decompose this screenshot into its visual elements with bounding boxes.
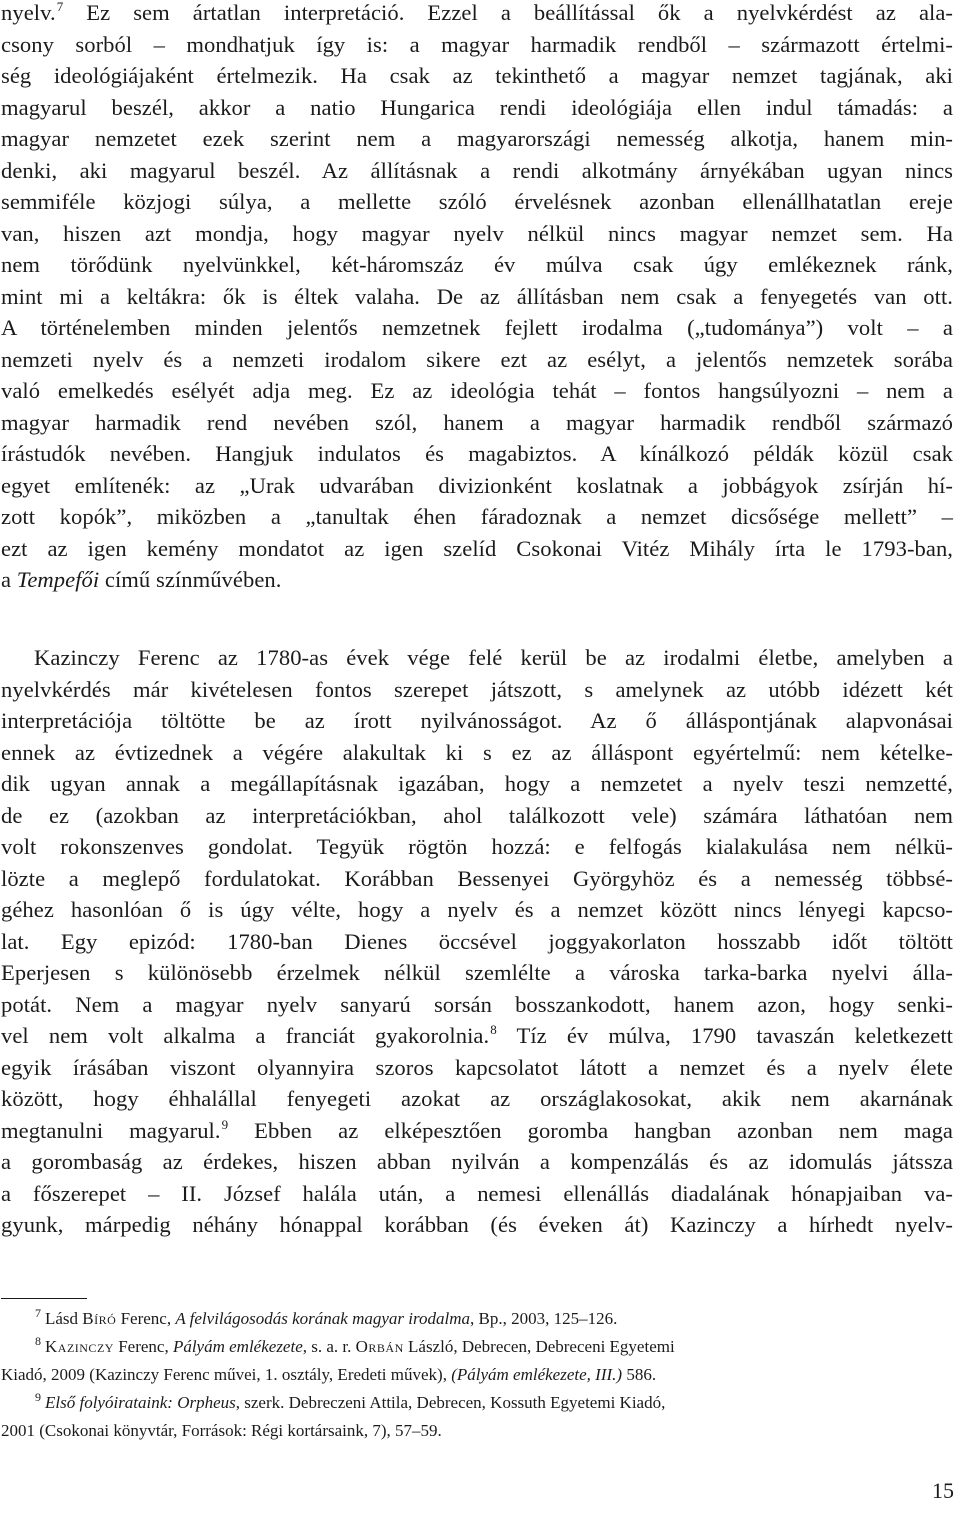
text-line: a Tempefői című színművében. xyxy=(1,567,282,592)
footnote-8: $^8$ Kazinczy Ferenc, Pályám emlékezete, s. a. r. Orbán László, Debrecen, Debreceni Egyetemi xyxy=(35,1334,675,1356)
book-title: Első folyóirataink: Orpheus xyxy=(45,1393,236,1412)
text-line: nyelv.$^7$ Ez sem ártatlan interpretáció. Ezzel a beállítással ők a nyelvkérdést az ala- xyxy=(1,0,953,25)
text-line: Kazinczy Ferenc az 1780-as évek vége felé kerül be az irodalmi életbe, amelyben a xyxy=(34,645,953,670)
text-line: való emelkedés esélyét adja meg. Ez az ideológia tehát – fontos hangsúlyozni – nem a xyxy=(1,378,953,403)
footnote-ref-8[interactable]: 8 xyxy=(490,1022,497,1037)
text-line: nem törődünk nyelvünkkel, két-háromszáz év múlva csak úgy emlékeznek ránk, xyxy=(1,252,953,277)
footnote-ref-9[interactable]: 9 xyxy=(221,1116,229,1132)
text-line: lat. Egy epizód: 1780-ban Dienes öccsével joggyakorlaton hosszabb időt töltött xyxy=(1,928,953,954)
text-line: magyarul beszél, akkor a natio Hungarica rendi ideológiája ellen indul támadás: a xyxy=(1,94,953,120)
book-title: (Pályám emlékezete, III.) xyxy=(451,1365,623,1384)
text-line: megtanulni magyarul.$^9$ Ebben az elképesztően goromba hangban azonban nem maga xyxy=(1,1116,953,1143)
text-line: potát. Nem a magyar nyelv sanyarú sorsán bosszankodott, hanem azon, hogy senki- xyxy=(1,991,953,1017)
text-line: egyik írásában viszont olyannyira szoros kapcsolatot látott a nemzet és a nyelv élete xyxy=(1,1054,953,1080)
author-name: Bíró xyxy=(82,1309,117,1328)
editor-name: Orbán xyxy=(355,1337,404,1356)
text-line: denki, aki magyarul beszél. Az állításnak a rendi alkotmány árnyékában ugyan nincs xyxy=(1,157,953,183)
text-line: magyar nemzetet ezek szerint nem a magyarországi nemesség alkotja, hanem min- xyxy=(1,126,953,151)
text-line: interpretációja töltötte be az írott nyilvánosságot. Az ő álláspontjának alapvonásai xyxy=(1,708,953,733)
text-line: géhez hasonlóan ő is úgy vélte, hogy a nyelv és a nemzet között nincs lényegi kapcso- xyxy=(1,897,953,922)
paragraph-2 xyxy=(1,642,953,1241)
book-title: A felvilágosodás korának magyar irodalma xyxy=(175,1309,470,1328)
work-title: Tempefői xyxy=(16,567,100,592)
text-line: semmiféle közjogi súlya, a mellette szóló érvelésnek azonban ellenállhatatlan ereje xyxy=(1,189,953,214)
footnote-7: $^7$ Lásd Bíró Ferenc, A felvilágosodás korának magyar irodalma, Bp., 2003, 125–126. xyxy=(35,1306,618,1328)
page-number: 15 xyxy=(932,1478,954,1503)
text-line: nemzeti nyelv és a nemzeti irodalom sikere ezt az esélyt, a jelentős nemzetek sorába xyxy=(1,346,953,372)
text-line: között, hogy éhhalállal fenyegeti azokat az országlakosokat, akik nem akarnának xyxy=(1,1086,953,1111)
text-line: ség ideológiájaként értelmezik. Ha csak az tekinthető a magyar nemzet tagjának, aki xyxy=(1,63,953,88)
text-line: Eperjesen s különösebb érzelmek nélkül szemlélte a városka tarka-barka nyelvi álla- xyxy=(1,960,953,985)
text-line: lözte a meglepő fordulatokat. Korábban Bessenyei Györgyhöz és a nemesség többsé- xyxy=(1,865,953,891)
footnote-9: $^9$ Első folyóirataink: Orpheus, szerk. Debreczeni Attila, Debrecen, Kossuth Egyetemi Kiadó, xyxy=(35,1390,666,1412)
footnote-8-continued: Kiadó, 2009 (Kazinczy Ferenc művei, 1. osztály, Eredeti művek), (Pályám emlékezete, III.) 586. xyxy=(1,1365,657,1384)
text-line: zott kopók”, miközben a „tanultak éhen fáradoznak a nemzet dicsősége mellett” – xyxy=(1,504,953,529)
text-line: van, hiszen azt mondja, hogy magyar nyelv nélkül nincs magyar nemzet sem. Ha xyxy=(1,220,953,246)
text-line: ennek az évtizednek a végére alakultak ki s ez az álláspont egyértelmű: nem kételke- xyxy=(1,739,953,765)
text-line: ezt az igen kemény mondatot az igen szelíd Csokonai Vitéz Mihály írta le 1793-ban, xyxy=(1,535,953,561)
footnote-9-continued: 2001 (Csokonai könyvtár, Források: Régi kortársaink, 7), 57–59. xyxy=(1,1421,442,1440)
text-line: a gorombaság az érdekes, hiszen abban nyilván a kompenzálás és az idomulás játssza xyxy=(1,1149,953,1174)
paragraph-1 xyxy=(1,0,953,596)
footnote-ref-7[interactable]: 7 xyxy=(56,0,64,14)
text-line: magyar harmadik rend nevében szól, hanem a magyar harmadik rendből származó xyxy=(1,409,953,435)
text-line: vel nem volt alkalma a franciát gyakorolnia.$^8$ Tíz év múlva, 1790 tavaszán keletkezett xyxy=(1,1022,954,1048)
footnote-divider xyxy=(1,1298,87,1299)
footnotes xyxy=(1,1305,953,1445)
book-title: Pályám emlékezete xyxy=(172,1337,303,1356)
text-line: mint mi a keltákra: ők is éltek valaha. De az állításban nem csak a fenyegetés van ott. xyxy=(1,283,953,309)
text-line: írástudók nevében. Hangjuk indulatos és magabiztos. A kínálkozó példák közül csak xyxy=(1,441,953,466)
text-line: nyelvkérdés már kivételesen fontos szerepet játszott, s amelynek az utóbb idézett két xyxy=(1,676,953,702)
text-line: a főszerepet – II. József halála után, a nemesi ellenállás diadalának hónapjaiban va- xyxy=(1,1180,953,1206)
text-line: volt rokonszenves gondolat. Tegyük rögtön hozzá: e felfogás kialakulása nem nélkü- xyxy=(1,834,953,859)
text-line: csony sorból – mondhatjuk így is: a magyar harmadik rendből – származott értelmi- xyxy=(1,31,953,57)
text-line: gyunk, márpedig néhány hónappal korábban (és éveken át) Kazinczy a hírhedt nyelv- xyxy=(1,1212,953,1237)
author-name: Kazinczy xyxy=(45,1337,114,1356)
text-line: dik ugyan annak a megállapításnak igazában, hogy a nemzetet a nyelv teszi nemzetté, xyxy=(1,771,953,796)
text-line: egyet említenék: az „Urak udvarában divizionként koslatnak a jobbágyok zsírján hí- xyxy=(1,472,953,498)
text-line: A történelemben minden jelentős nemzetnek fejlett irodalma („tudománya”) volt – a xyxy=(1,315,953,340)
text-line: de ez (azokban az interpretációkban, ahol találkozott vele) számára láthatóan nem xyxy=(1,802,953,828)
